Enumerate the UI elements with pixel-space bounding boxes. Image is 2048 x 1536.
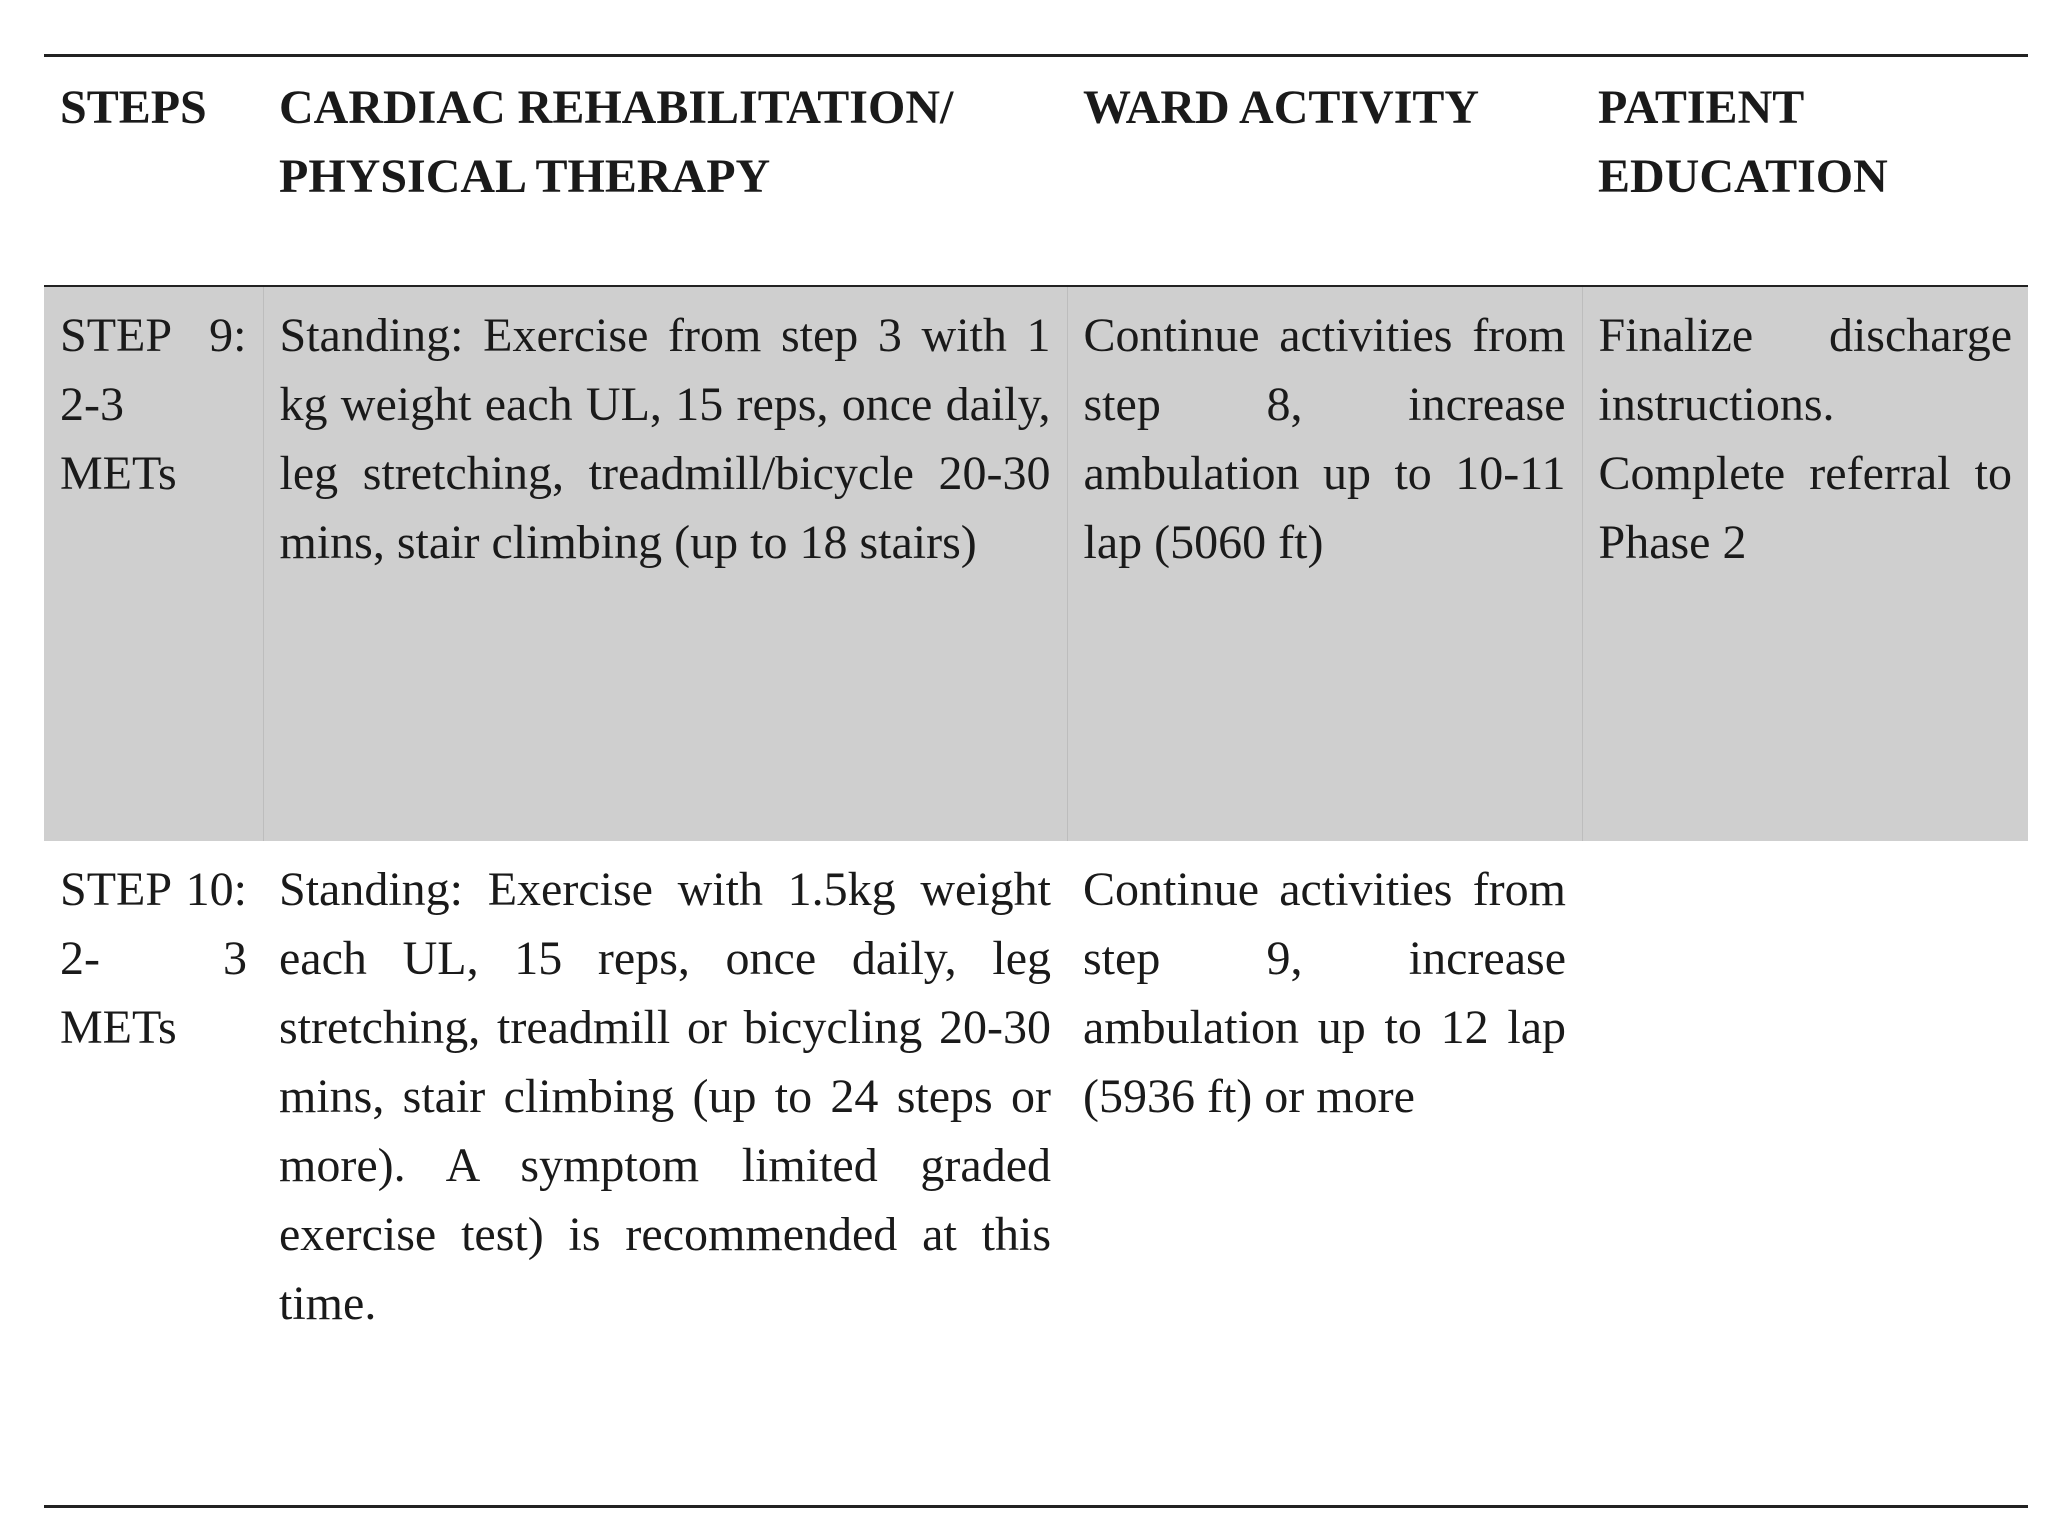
rehab-steps-table: [44, 54, 2028, 1508]
table-header: [44, 56, 2028, 287]
header-ward-activity: WARD ACTIVITY: [1067, 56, 1582, 287]
cell-education: Finalize discharge instructions. Complete referral to Phase 2: [1582, 286, 2028, 841]
cell-ward-activity: Continue activities from step 9, increase ambulation up to 12 lap (5936 ft) or more: [1083, 863, 1566, 1123]
cell-therapy: Standing: Exercise from step 3 with 1 kg weight each UL, 15 reps, once daily, leg stretching, treadmill/bicycle 20-30 mins, stair climbing (up to 18 stairs): [263, 286, 1067, 841]
header-row: [44, 56, 2028, 287]
cell-therapy: Standing: Exercise with 1.5kg weight each UL, 15 reps, once daily, leg stretching, treadmill or bicycling 20-30 mins, stair climbing (up to 24 steps or more). A symptom limited graded exercise test) is recommended at this time.: [279, 863, 1051, 1330]
header-cardiac-rehab: CARDIAC REHABILITATION/ PHYSICAL THERAPY: [263, 56, 1067, 287]
table-body: [44, 286, 2028, 1507]
header-steps: STEPS: [44, 56, 263, 287]
table-row-step-10: [44, 841, 2028, 1507]
cell-step: STEP 10: 2- 3 METs: [60, 863, 247, 1054]
cell-ward-activity: Continue activities from step 8, increase ambulation up to 10-11 lap (5060 ft): [1067, 286, 1582, 841]
cell-step: STEP 9: 2-3 METs: [44, 286, 263, 841]
table-row-step-9: [44, 286, 2028, 841]
cell-education: [1582, 841, 2028, 1507]
header-patient-education: PATIENT EDUCATION: [1582, 56, 2028, 287]
